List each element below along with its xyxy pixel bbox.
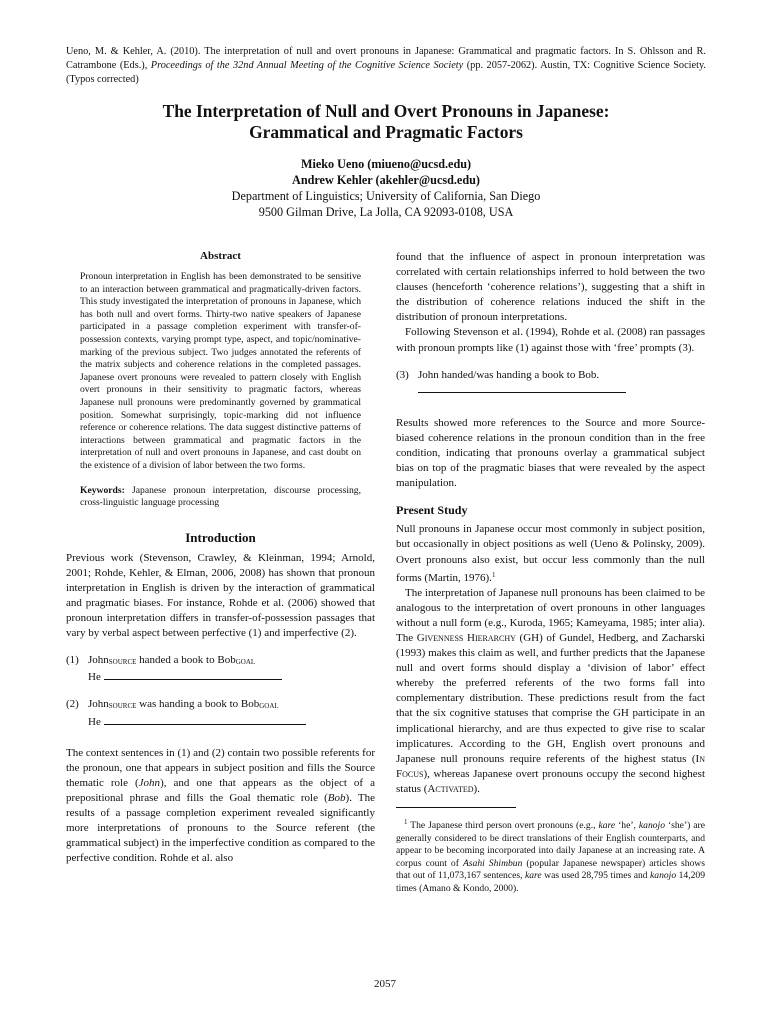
right-paragraph-2: Following Stevenson et al. (1994), Rohde et al. (2008) ran passages with pronoun prompts like (1) against those with ‘free’ prompts (3). (396, 326, 705, 354)
example-3-text: John handed/was handing a book to Bob. (418, 368, 600, 381)
keywords (80, 485, 361, 510)
intro-p2-bob: Bob (327, 791, 346, 804)
title-line-2: Grammatical and Pragmatic Factors (249, 122, 523, 142)
abstract-heading: Abstract (200, 250, 241, 262)
ex1-he: He (88, 671, 101, 684)
footnote-number: 1 (404, 818, 408, 826)
affiliation: Department of Linguistics; University of California, San Diego (231, 189, 541, 203)
example-2-number: (2) (66, 698, 79, 711)
ex2-john: John (88, 698, 109, 711)
present-paragraph-2 (396, 586, 705, 797)
intro-paragraph-2 (66, 746, 375, 867)
intro-p2-b: ), and one that appears as the object of a prepositional phrase and fills the Goal thematic role ( (66, 776, 375, 804)
fn-e: was used 28,795 times and (541, 870, 651, 882)
activated-term: Activated (427, 782, 474, 795)
right-paragraph-3: Results showed more references to the Source and more Source-biased coherence relations in the pronoun condition than in the free condition, indicating that pronouns overlay a grammatical subject bias on top of the pragmatic biases that were revealed by the aspect manipulation. (396, 416, 705, 490)
page-number: 2057 (374, 978, 396, 990)
fn-kare: kare (598, 820, 616, 831)
example-3 (396, 368, 705, 398)
address: 9500 Gilman Drive, La Jolla, CA 92093-0108, USA (258, 205, 514, 219)
intro-paragraph-1: Previous work (Stevenson, Crawley, & Kleinman, 1994; Arnold, 2001; Rohde, Kehler, & Elman, 2006, 2008) has shown that pronoun interpretation in English is driven by the interaction of grammatical and pragmatic biases. For instance, Rohde et al. (2006) showed that pronoun interpretation differs in transfer-of-possession passages that vary by verbal aspect between perfective (1) and imperfective (2). (66, 551, 375, 640)
author-block (66, 156, 706, 220)
footnote-marker: 1 (491, 570, 496, 579)
footnote-1 (396, 816, 705, 896)
present-p2-a: The interpretation of Japanese null pronouns has been claimed to be analogous to the interpretation of overt pronouns in other languages without a null form (e.g., Kuroda, 1965; Kameyama, 1985; inter alia). The (396, 586, 705, 644)
present-p2-c: ), whereas Japanese overt pronouns occupy the second highest status ( (396, 767, 705, 795)
footnote-divider (396, 807, 516, 808)
title-line-1: The Interpretation of Null and Overt Pronouns in Japanese: (162, 101, 610, 121)
ex2-blank-line (104, 723, 306, 725)
ex2-source-sub: SOURCE (108, 702, 137, 711)
fn-f: 14,209 times (Amano & Kondo, 2000). (396, 870, 706, 894)
ex2-goal-sub: GOAL (259, 702, 279, 711)
present-study-heading: Present Study (396, 503, 468, 518)
example-1 (66, 653, 375, 685)
fn-b: ‘he’, (615, 820, 639, 831)
author-2: Andrew Kehler (akehler@ucsd.edu) (292, 173, 480, 187)
fn-d: (popular Japanese newspaper) articles shows that out of 11,073,167 sentences, (396, 857, 705, 882)
citation-text: Ueno, M. & Kehler, A. (2010). The interpretation of null and overt pronouns in Japanese: Grammatical and pragmatic factors. In S. Ohlsson and R. Catrambone (Eds.), (66, 46, 706, 71)
ex1-source-sub: SOURCE (108, 658, 137, 667)
keywords-label: Keywords: (80, 484, 125, 496)
right-column (396, 250, 705, 896)
in-focus-term: In Focus (396, 752, 705, 780)
fn-c: ‘she’) are generally considered to be direct translations of their English counterparts, and appear to be becoming incorporated into daily Japanese at an increasing rate. A corpus count of (396, 820, 705, 869)
fn-asahi: Asahi Shimbun (462, 857, 523, 869)
right-paragraph-1: found that the influence of aspect in pronoun interpretation was correlated with certain relationships inferred to hold between the two clauses (henceforth ‘coherence relations’), suggesting that a shift in the distribution of coherence relations induced the shift in the distribution of pronoun interpretations. (396, 251, 705, 324)
present-p2-d: ). (473, 782, 480, 795)
ex2-he: He (88, 715, 101, 728)
paper-title (66, 101, 706, 143)
fn-kanojo-2: kanojo (650, 870, 677, 882)
keywords-text: Japanese pronoun interpretation, discourse processing, cross-linguistic language processing (80, 484, 361, 509)
abstract-body: Pronoun interpretation in English has been demonstrated to be sensitive to an interaction between grammatical and pragmatically-driven factors. This study investigated the interpretation of pronouns in Japanese, which has both null and overt forms. Thirty-two native speakers of Japanese participated in a passage completion experiment with transfer-of-possession contexts, varying prompt type, aspect, and topic/nominative-marking of the previous subject. Two judges annotated the referents of the matrix subjects and coherence relations in the completed passages. Japanese overt pronouns were revealed to pattern closely with English overt pronouns in their sensitivity to pragmatic factors, whereas Japanese null pronouns were predominantly governed by grammatical position. Somewhat surprisingly, topic-marking did not influence reference or coherence relations. The data suggest distinctive patterns of interactions between grammatical and pragmatic factors in the interpretation of null and overt pronouns in Japanese, and cast doubt on the existence of a division of labor between the two forms. (80, 271, 361, 471)
fn-kare-2: kare (524, 870, 542, 882)
present-p1-text: Null pronouns in Japanese occur most commonly in subject position, but occasionally in object positions as well (Ueno & Polinsky, 2009). Overt pronouns also exist, but occur less commonly than the null forms (Martin, 1976). (396, 523, 705, 584)
present-paragraph-1 (396, 522, 705, 585)
givenness-hierarchy-term: Givenness Hierarchy (416, 631, 516, 644)
citation-venue: Proceedings of the 32nd Annual Meeting of the Cognitive Science Society (150, 59, 464, 71)
fn-a: The Japanese third person overt pronouns (e.g., (407, 820, 599, 831)
example-3-number: (3) (396, 368, 409, 381)
present-p2-b: (GH) of Gundel, Hedberg, and Zacharski (1993) makes this claim as well, and further predicts that the Japanese null and overt forms should display a ‘division of labor’ effect whereby the preferred referents of the two forms fall into complementary distribution. These predictions result from the fact that the six cognitive statuses that comprise the GH participate in an implicational hierarchy, and are thus expected to give rise to scalar implicatures. According to the GH, English overt pronouns and Japanese null pronouns require referents of the highest status ( (396, 631, 705, 765)
introduction-heading: Introduction (185, 529, 256, 545)
ex3-blank-line (418, 391, 626, 393)
ex1-mid: handed a book to Bob (136, 654, 236, 667)
ex2-mid: was handing a book to Bob (136, 698, 260, 711)
example-1-number: (1) (66, 654, 79, 667)
fn-kanojo: kanojo (638, 820, 666, 831)
intro-p2-a: The context sentences in (1) and (2) contain two possible referents for the pronoun, one that appears in subject position and fills the Source thematic role ( (66, 746, 375, 789)
intro-p2-john: John (138, 776, 161, 789)
intro-p2-c: ). The results of a passage completion experiment revealed significantly more interpretations of pronouns to the Source referent (the grammatical subject) in the imperfective condition as compared to the perfective condition. Rohde et al. also (66, 791, 375, 865)
citation-header (66, 45, 706, 86)
author-1: Mieko Ueno (miueno@ucsd.edu) (300, 157, 472, 171)
ex1-john: John (88, 654, 109, 667)
citation-text-end: (pp. 2057-2062). Austin, TX: Cognitive Science Society. (Typos corrected) (66, 59, 706, 85)
ex1-blank-line (104, 678, 282, 680)
ex1-goal-sub: GOAL (235, 658, 256, 667)
left-column (66, 250, 375, 866)
example-2 (66, 697, 375, 729)
